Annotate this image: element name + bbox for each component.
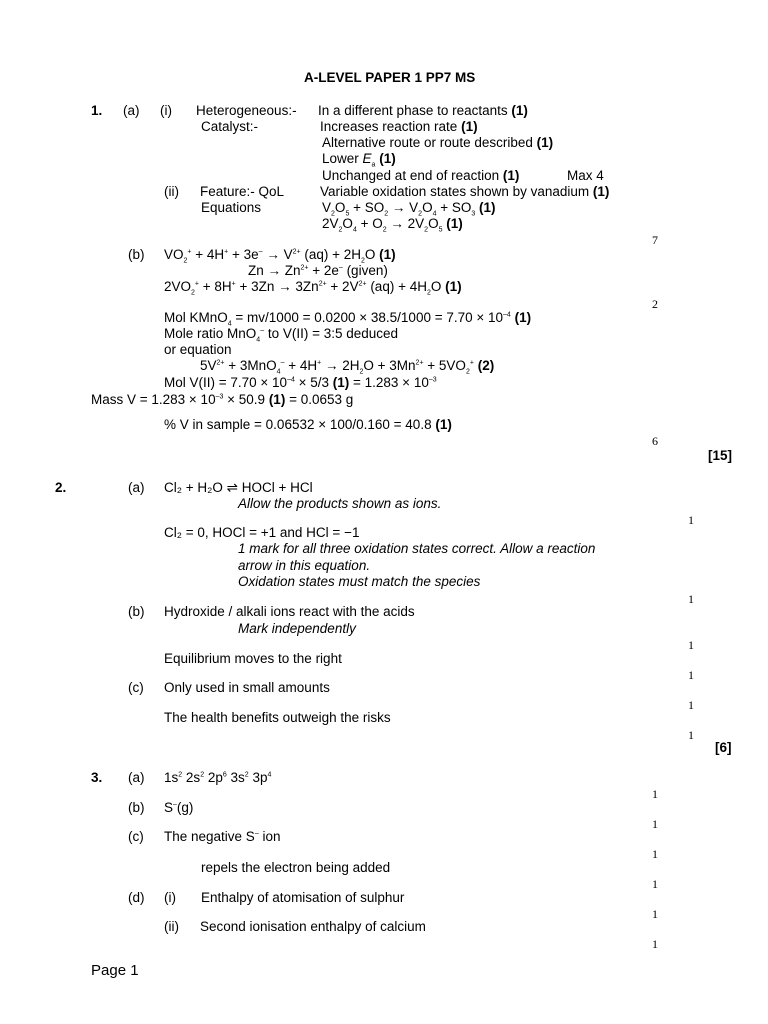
catalyst-label: Catalyst:- xyxy=(201,119,259,134)
page-number: Page 1 xyxy=(91,962,139,979)
q3-part-d-i: (i) xyxy=(164,890,176,905)
q2-part-b: (b) xyxy=(128,604,145,619)
equation-v2o4-o2: $2V_2O_4 + O_2 \to 2V_2O_5$ (1) xyxy=(322,216,463,234)
margin-mark-q3-1: 1 xyxy=(652,787,658,801)
margin-mark-7: 7 xyxy=(652,233,658,247)
heterogeneous-answer: In a different phase to reactants (1) xyxy=(318,103,528,118)
margin-mark-q3-5: 1 xyxy=(652,907,658,921)
heterogeneous-label: Heterogeneous:- xyxy=(196,103,297,118)
q1-part-ii: (ii) xyxy=(164,184,179,199)
or-equation: or equation xyxy=(164,342,232,357)
max-marks: Max 4 xyxy=(567,168,604,183)
mark-independently-note: Mark independently xyxy=(238,621,356,636)
margin-mark-q3-6: 1 xyxy=(652,937,658,951)
equation-overall: $2VO_2^+ + 8H^+ + 3Zn \to 3Zn^{2+} + 2V^{2+}$ $(aq) + 4H_2O$ (1) xyxy=(164,279,462,297)
q3-part-c: (c) xyxy=(128,829,144,844)
oxidation-note-1: 1 mark for all three oxidation states correct. Allow a reaction xyxy=(238,541,596,556)
oxidation-note-3: Oxidation states must match the species xyxy=(238,574,481,589)
mol-v-ii: Mol $V(II) = 7.70 \times 10^{-4} \times 5/3$ $(1) = 1.283 \times 10^{-3}$ xyxy=(164,375,437,390)
health-answer: The health benefits outweigh the risks xyxy=(164,710,391,725)
feature-answer: Variable oxidation states shown by vanadium (1) xyxy=(320,184,610,199)
q1-total: [15] xyxy=(708,448,733,463)
oxidation-note-2: arrow in this equation. xyxy=(238,558,371,573)
q3-part-a: (a) xyxy=(128,770,145,785)
mol-kmno4: Mol KMnO$_4$ = $mv/1000 = 0.0200 \times 38.5/1000 = 7.70 \times 10^{-4}$ (1) xyxy=(164,310,532,328)
margin-mark-q2-4: 1 xyxy=(688,668,694,682)
electron-configuration: $1s^2$ $2s^2$ $2p^6$ $3s^2$ $3p^4$ xyxy=(164,770,272,785)
q1-part-b: (b) xyxy=(128,247,145,262)
margin-mark-q2-5: 1 xyxy=(688,698,694,712)
sulfide-ion-gas: S–(g) xyxy=(164,800,194,815)
hydroxide-answer: Hydroxide / alkali ions react with the acids xyxy=(164,604,415,619)
margin-mark-q2-6: 1 xyxy=(688,728,694,742)
q3-number: 3. xyxy=(91,770,103,785)
q1-part-i: (i) xyxy=(160,103,172,118)
margin-mark-q2-2: 1 xyxy=(688,592,694,606)
catalyst-answer-3: Lower $E_a$ (1) xyxy=(322,151,396,169)
repels-answer: repels the electron being added xyxy=(201,860,391,875)
mole-ratio: Mole ratio MnO$_4$– to V(II) = 3:5 deduced xyxy=(164,326,399,344)
allow-ions-note: Allow the products shown as ions. xyxy=(238,496,442,511)
margin-mark-q2-3: 1 xyxy=(688,638,694,652)
margin-mark-q3-4: 1 xyxy=(652,877,658,891)
mass-v: Mass $V = 1.283 \times 10^{-3} \times 50.9$ (1) = 0.0653 g xyxy=(91,392,354,407)
percent-v: % V in sample = 0.06532 × 100/0.160 = 40.8 (1) xyxy=(164,417,452,432)
margin-mark-2: 2 xyxy=(652,297,658,311)
equation-v2o5-so2: $V_2O_5 + SO_2 \to V_2O_4 + SO_3$ (1) xyxy=(322,200,496,218)
catalyst-answer-2: Alternative route or route described (1) xyxy=(322,135,554,150)
catalyst-answer-1: Increases reaction rate (1) xyxy=(320,119,478,134)
q1-number: 1. xyxy=(91,103,103,118)
equation-mno4: $5V^{2+} + 3MnO_4^- + 4H^+ \to 2H_2O + 3Mn^{2+} + 5VO_2^+$ (2) xyxy=(200,358,495,376)
negative-ion-answer: The negative S– ion xyxy=(164,829,281,844)
q2-part-c: (c) xyxy=(128,680,144,695)
chlorine-equation: Cl₂ + H₂O ⇌ HOCl + HCl xyxy=(164,480,313,495)
equation-vo2-reduction: $VO_2^+ + 4H^+ + 3e^- \to V^{2+}$ $(aq) + 2H_2O$ (1) xyxy=(164,247,396,265)
margin-mark-6: 6 xyxy=(652,434,658,448)
equations-label: Equations xyxy=(201,200,262,215)
margin-mark-q2-1: 1 xyxy=(688,513,694,527)
small-amounts-answer: Only used in small amounts xyxy=(164,680,330,695)
margin-mark-q3-2: 1 xyxy=(652,817,658,831)
q3-part-d: (d) xyxy=(128,890,145,905)
q2-total: [6] xyxy=(715,740,732,755)
margin-mark-q3-3: 1 xyxy=(652,847,658,861)
page-title: A-LEVEL PAPER 1 PP7 MS xyxy=(304,70,476,85)
ionisation-answer: Second ionisation enthalpy of calcium xyxy=(200,919,426,934)
oxidation-states: Cl₂ = 0, HOCl = +1 and HCl = −1 xyxy=(164,525,360,540)
feature-label: Feature:- QoL xyxy=(200,184,285,199)
equilibrium-answer: Equilibrium moves to the right xyxy=(164,651,342,666)
q3-part-d-ii: (ii) xyxy=(164,919,179,934)
atomisation-answer: Enthalpy of atomisation of sulphur xyxy=(201,890,405,905)
catalyst-answer-4: Unchanged at end of reaction (1) xyxy=(322,168,520,183)
q2-part-a: (a) xyxy=(128,480,145,495)
equation-zn-oxidation: $Zn \to Zn^{2+} + 2e^-$ (given) xyxy=(248,263,388,278)
q3-part-b: (b) xyxy=(128,800,145,815)
q2-number: 2. xyxy=(55,480,67,495)
q1-part-a: (a) xyxy=(123,103,140,118)
